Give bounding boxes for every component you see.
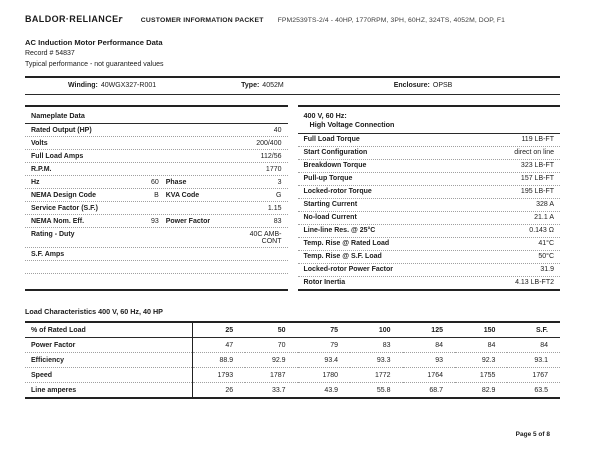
row-label: KVA Code [165,191,200,199]
row-value: 195 LB-FT [520,188,554,196]
row-label: S.F. Amps [31,250,65,258]
table-row [25,137,288,150]
hv-title-line1: 400 V, 60 Hz: [303,111,347,120]
type-value: 4052M [262,82,284,89]
row-value: 40 [273,126,282,134]
row-value: 323 LB-FT [520,162,554,170]
column-header: 50 [277,326,286,334]
record-number: Record # 54837 [25,50,75,57]
row-value: 40C AMB-CONT [249,230,282,245]
table-row [25,150,288,163]
row-value: 112/56 [260,152,282,160]
row-label: Locked-rotor Torque [303,188,372,196]
row-label: Speed [25,368,193,383]
product-code: FPM2539TS-2/4 - 40HP, 1770RPM, 3PH, 60HZ, 324TS, 4052M, DOP, F1 [277,17,506,24]
table-row [298,212,561,225]
table-row [298,238,561,251]
winding-group [68,82,156,89]
winding-value: 40WGX327-R001 [100,82,157,89]
table-row [25,248,288,261]
brand-logo-mark: r [118,14,123,25]
cell-value: 93.4 [324,356,339,364]
table-row [25,202,288,215]
table-row [25,368,560,383]
cell-value: 26 [225,386,234,394]
row-label: Efficiency [25,353,193,368]
table-row [298,225,561,238]
row-label: Full Load Torque [303,136,360,144]
table-row [298,199,561,212]
row-label: Rotor Inertia [303,279,346,287]
row-label: Locked-rotor Power Factor [303,266,393,274]
cell-value: 68.7 [429,386,443,394]
table-row [25,338,560,353]
row-label: NEMA Design Code [31,191,97,199]
row-value: direct on line [514,149,554,157]
row-value: 4.13 LB-FT2 [515,279,554,287]
nameplate-title: Nameplate Data [25,107,288,124]
enclosure-value: OPSB [432,82,453,89]
cell-value: 43.9 [324,386,339,394]
hv-connection-table [298,105,561,291]
table-row [25,353,560,368]
doc-title: AC Induction Motor Performance Data [25,38,163,47]
row-value: 50°C [538,253,554,261]
row-label: Rating - Duty [31,230,75,238]
cell-value: 1755 [479,371,496,379]
cell-value: 70 [277,341,286,349]
cell-value: 84 [487,341,496,349]
column-header: 150 [483,326,496,334]
table-header-row [25,322,560,338]
row-label: Volts [31,139,48,147]
brand-logo [25,14,123,25]
cell-value: 82.9 [481,386,496,394]
table-row [25,228,288,248]
row-value: 0.143 Ω [529,227,554,235]
hv-title-line2: High Voltage Connection [309,120,395,130]
page-number: Page 5 of 8 [515,431,550,438]
row-label: Power Factor [165,217,211,225]
table-row-empty [25,274,288,287]
type-group [241,82,284,89]
cell-value: 93.1 [534,356,548,364]
table-row-empty [25,261,288,274]
enclosure-group [394,82,453,89]
row-value: 3 [277,178,282,186]
type-label: Type: [241,82,260,89]
row-label: Power Factor [25,338,193,353]
cell-value: 33.7 [271,386,286,394]
row-label: Starting Current [303,201,358,209]
column-header: 125 [431,326,443,334]
row-label: Temp. Rise @ S.F. Load [303,253,382,261]
row-label: R.P.M. [31,165,52,173]
table-row [25,189,288,202]
row-value: 119 LB-FT [521,136,554,144]
nameplate-table [25,105,288,291]
table-row [298,251,561,264]
row-label: No-load Current [303,214,357,222]
cell-value: 1772 [374,371,391,379]
row-value: 1770 [265,165,282,173]
cell-value: 92.9 [271,356,286,364]
column-header: 75 [330,326,339,334]
row-value: 200/400 [256,139,282,147]
table-row [25,215,288,228]
packet-title: CUSTOMER INFORMATION PACKET [140,17,264,24]
column-header: % of Rated Load [25,322,193,338]
table-row [298,277,561,290]
row-value: 157 LB-FT [520,175,554,183]
winding-bar [25,76,560,95]
row-value: 328 A [536,201,554,209]
cell-value: 55.8 [376,386,391,394]
brand-logo-text: BALDOR·RELIANCE [25,14,119,24]
table-row [25,163,288,176]
column-header: S.F. [535,326,548,334]
cell-value: 92.3 [481,356,496,364]
row-label: Full Load Amps [31,152,84,160]
table-row [298,173,561,186]
cell-value: 84 [435,341,443,349]
page-header [25,14,560,25]
row-label: NEMA Nom. Eff. [31,217,85,225]
cell-value: 63.5 [534,386,548,394]
cell-value: 1793 [217,371,234,379]
cell-value: 47 [225,341,234,349]
row-label: Breakdown Torque [303,162,367,170]
cell-value: 79 [330,341,339,349]
table-row [25,176,288,189]
row-value: 1.15 [267,204,282,212]
hv-title [298,107,561,134]
row-label: Temp. Rise @ Rated Load [303,240,390,248]
row-label: Rated Output (HP) [31,126,92,134]
row-value: 21.1 A [534,214,554,222]
row-value: 93 [150,217,159,225]
row-label: Phase [165,178,187,186]
cell-value: 93 [435,356,443,364]
cell-value: 1787 [270,371,286,379]
doc-title-block [25,38,560,70]
load-characteristics-table [25,321,560,399]
cell-value: 83 [382,341,391,349]
cell-value: 1764 [427,371,443,379]
table-row [298,264,561,277]
row-value: 60 [150,178,159,186]
cell-value: 1767 [532,371,548,379]
doc-note: Typical performance - not guaranteed values [25,60,164,68]
row-value: 83 [273,217,282,225]
table-row [25,124,288,137]
table-row [298,134,561,147]
table-row [298,147,561,160]
row-label: Start Configuration [303,149,368,157]
row-value: 31.9 [540,266,554,274]
cell-value: 88.9 [219,356,234,364]
spec-tables [25,105,560,291]
row-value: 41°C [538,240,554,248]
row-label: Line amperes [25,383,193,399]
table-row [298,160,561,173]
column-header: 100 [378,326,391,334]
cell-value: 1780 [322,371,339,379]
row-label: Pull-up Torque [303,175,353,183]
load-characteristics-title: Load Characteristics 400 V, 60 Hz, 40 HP [25,307,163,317]
row-label: Hz [31,178,40,186]
winding-label: Winding: [68,82,98,89]
row-label: Service Factor (S.F.) [31,204,98,212]
enclosure-label: Enclosure: [393,82,430,89]
table-row [298,186,561,199]
row-label: Line-line Res. @ 25°C [303,227,376,235]
column-header: 25 [225,326,234,334]
row-value: G [276,191,282,199]
cell-value: 93.3 [376,356,391,364]
table-row [25,383,560,399]
cell-value: 84 [540,341,548,349]
row-value: B [154,191,159,199]
